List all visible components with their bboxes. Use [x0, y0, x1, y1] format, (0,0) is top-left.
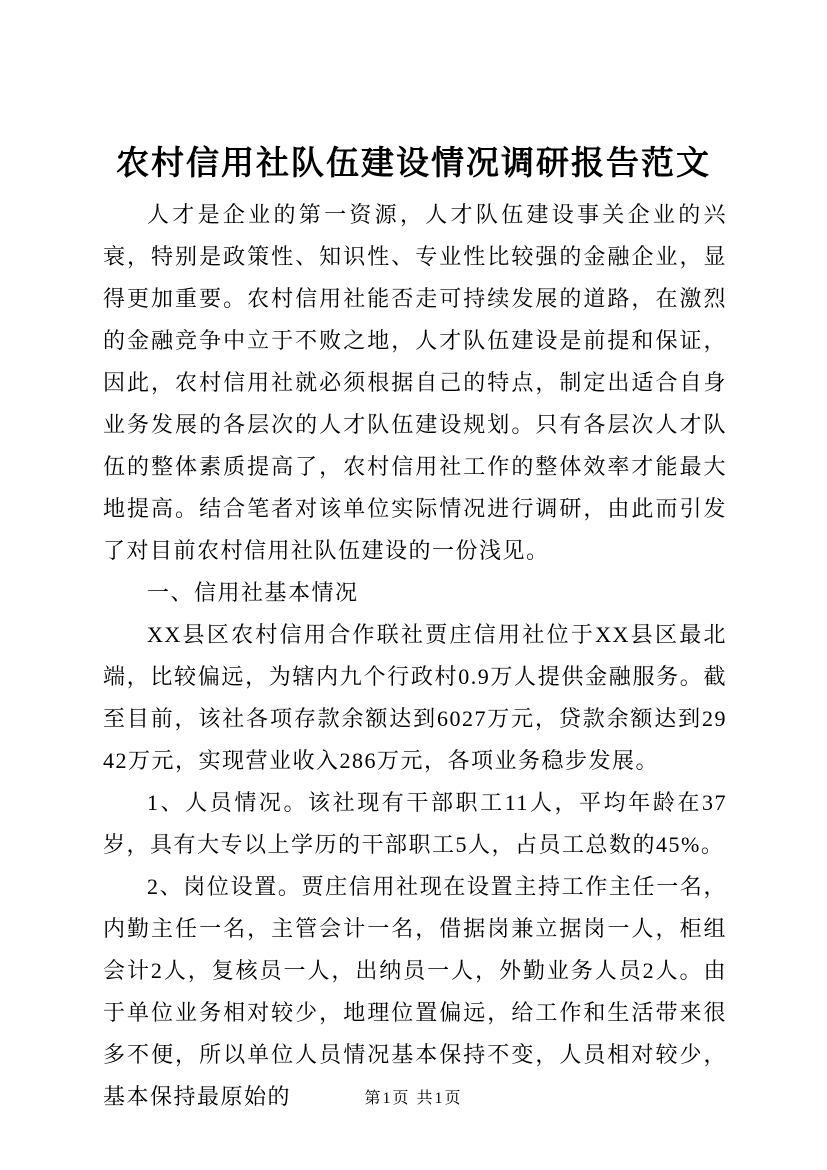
paragraph-basic-info: XX县区农村信用合作联社贾庄信用社位于XX县区最北端，比较偏远，为辖内九个行政村0.9万人提供金融服务。截至目前，该社各项存款余额达到6027万元，贷款余额达到2942万元，实现营业收入286万元，各项业务稳步发展。 [103, 622, 727, 773]
paragraph-positions: 2、岗位设置。贾庄信用社现在设置主持工作主任一名，内勤主任一名，主管会计一名，借据岗兼立据岗一人，柜组会计2人，复核员一人，出纳员一人，外勤业务人员2人。由于单位业务相对较少，地理位置偏远，给工作和生活带来很多不便，所以单位人员情况基本保持不变，人员相对较少，基本保持最原始的 [103, 874, 727, 1109]
paragraph-section-heading: 一、信用社基本情况 [147, 580, 359, 605]
document-title: 农村信用社队伍建设情况调研报告范文 [116, 146, 711, 182]
document-body [103, 194, 727, 1118]
paragraph-personnel: 1、人员情况。该社现有干部职工11人，平均年龄在37岁，具有大专以上学历的干部职工5人，占员工总数的45%。 [103, 790, 727, 857]
page-number-footer: 第1页 共1页 [364, 1090, 463, 1107]
paragraph-intro: 人才是企业的第一资源，人才队伍建设事关企业的兴衰，特别是政策性、知识性、专业性比较强的金融企业，显得更加重要。农村信用社能否走可持续发展的道路，在激烈的金融竞争中立于不败之地，人才队伍建设是前提和保证，因此，农村信用社就必须根据自己的特点，制定出适合自身业务发展的各层次的人才队伍建设规划。只有各层次人才队伍的整体素质提高了，农村信用社工作的整体效率才能最大地提高。结合笔者对该单位实际情况进行调研，由此而引发了对目前农村信用社队伍建设的一份浅见。 [103, 202, 727, 563]
